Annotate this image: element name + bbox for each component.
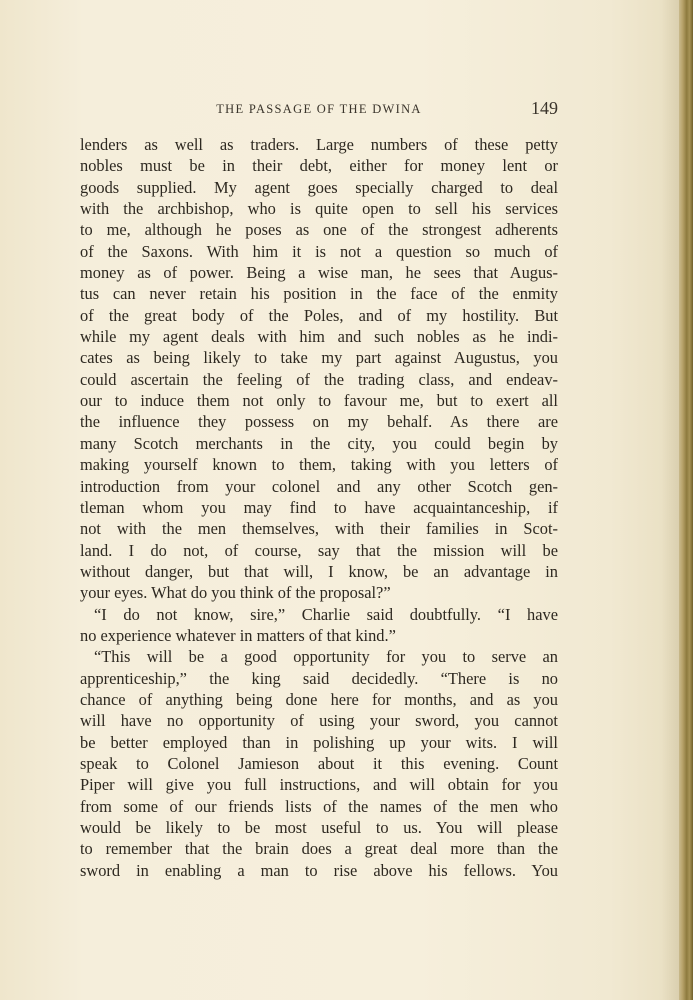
text-line: be better employed than in polishing up your wits. I will [80, 732, 558, 752]
book-edge [679, 0, 693, 1000]
text-line: lenders as well as traders. Large numbers of these petty [80, 135, 558, 154]
text-line: goods supplied. My agent goes specially charged to deal [80, 177, 558, 197]
body-text [80, 134, 558, 881]
text-line: no experience whatever in matters of that kind.” [80, 625, 396, 645]
text-line: tleman whom you may find to have acquaintanceship, if [80, 497, 558, 517]
text-line: chance of anything being done here for months, and as you [80, 689, 558, 709]
text-line: to remember that the brain does a great deal more than the [80, 839, 558, 859]
text-line: your eyes. What do you think of the proposal?” [80, 583, 391, 603]
text-line: Piper will give you full instructions, and will obtain for you [80, 775, 558, 795]
text-line: without danger, but that will, I know, be an advantage in [80, 561, 558, 581]
text-line: not with the men themselves, with their families in Scot- [80, 519, 558, 539]
text-line: money as of power. Being a wise man, he sees that Augus- [80, 263, 558, 283]
page-gutter-shadow [661, 0, 679, 1000]
text-line: will have no opportunity of using your sword, you cannot [80, 711, 558, 731]
text-line: cates as being likely to take my part against Augustus, you [80, 348, 558, 368]
text-line: land. I do not, of course, say that the mission will be [80, 540, 558, 560]
text-line: “I do not know, sire,” Charlie said doubtfully. “I have [94, 604, 558, 624]
text-line: tus can never retain his position in the face of the enmity [80, 284, 558, 304]
text-line: while my agent deals with him and such nobles as he indi- [80, 327, 558, 347]
text-line: nobles must be in their debt, either for money lent or [80, 156, 558, 176]
text-line: from some of our friends lists of the names of the men who [80, 796, 558, 816]
text-line: the influence they possess on my behalf. As there are [80, 412, 558, 432]
text-line: introduction from your colonel and any other Scotch gen- [80, 476, 558, 496]
text-line: would be likely to be most useful to us. You will please [80, 818, 558, 837]
text-line: with the archbishop, who is quite open to sell his services [80, 199, 558, 219]
text-line: our to induce them not only to favour me, but to exert all [80, 391, 558, 411]
text-line: of the great body of the Poles, and of my hostility. But [80, 305, 558, 325]
text-line: “This will be a good opportunity for you to serve an [94, 647, 558, 667]
page-number: 149 [531, 98, 558, 118]
text-line: making yourself known to them, taking with you letters of [80, 455, 558, 475]
text-line: to me, although he poses as one of the strongest adherents [80, 220, 558, 240]
text-line: speak to Colonel Jamieson about it this evening. Count [80, 753, 558, 773]
text-line: sword in enabling a man to rise above his fellows. You [80, 860, 558, 880]
running-head [80, 98, 558, 122]
running-title: THE PASSAGE OF THE DWINA [216, 102, 422, 116]
text-line: apprenticeship,” the king said decidedly. “There is no [80, 668, 558, 688]
text-line: could ascertain the feeling of the trading class, and endeav- [80, 369, 558, 389]
text-line: of the Saxons. With him it is not a question so much of [80, 241, 558, 261]
text-line: many Scotch merchants in the city, you could begin by [80, 433, 558, 453]
